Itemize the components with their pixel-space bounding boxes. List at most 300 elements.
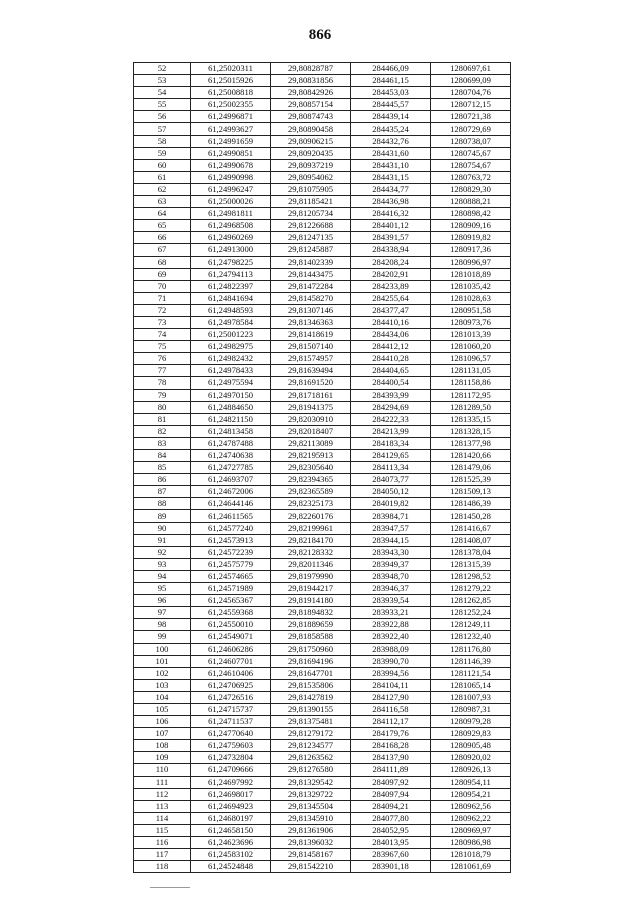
longitude-cell: 29,81396032 <box>271 837 351 849</box>
latitude-cell: 61,24960269 <box>191 232 271 244</box>
table-row <box>134 329 511 341</box>
point-number-cell: 103 <box>134 679 191 691</box>
longitude-cell: 29,81185421 <box>271 196 351 208</box>
latitude-cell: 61,24572239 <box>191 546 271 558</box>
x-coordinate-cell: 284400,54 <box>351 377 431 389</box>
longitude-cell: 29,81944217 <box>271 583 351 595</box>
point-number-cell: 72 <box>134 304 191 316</box>
latitude-cell: 61,24610406 <box>191 667 271 679</box>
point-number-cell: 54 <box>134 87 191 99</box>
x-coordinate-cell: 284077,80 <box>351 812 431 824</box>
longitude-cell: 29,81345910 <box>271 812 351 824</box>
y-coordinate-cell: 1280929,83 <box>431 728 511 740</box>
x-coordinate-cell: 284113,34 <box>351 462 431 474</box>
x-coordinate-cell: 284338,94 <box>351 244 431 256</box>
x-coordinate-cell: 283946,37 <box>351 583 431 595</box>
point-number-cell: 115 <box>134 824 191 836</box>
point-number-cell: 74 <box>134 329 191 341</box>
y-coordinate-cell: 1280697,61 <box>431 63 511 75</box>
x-coordinate-cell: 284213,99 <box>351 425 431 437</box>
y-coordinate-cell: 1280898,42 <box>431 208 511 220</box>
latitude-cell: 61,24759603 <box>191 740 271 752</box>
latitude-cell: 61,24726516 <box>191 691 271 703</box>
y-coordinate-cell: 1281335,15 <box>431 413 511 425</box>
y-coordinate-cell: 1281232,40 <box>431 631 511 643</box>
latitude-cell: 61,24732804 <box>191 752 271 764</box>
table-row <box>134 99 511 111</box>
y-coordinate-cell: 1281061,69 <box>431 861 511 873</box>
y-coordinate-cell: 1281525,39 <box>431 474 511 486</box>
x-coordinate-cell: 284401,12 <box>351 220 431 232</box>
latitude-cell: 61,24727785 <box>191 462 271 474</box>
y-coordinate-cell: 1281479,06 <box>431 462 511 474</box>
table-row <box>134 752 511 764</box>
y-coordinate-cell: 1280729,69 <box>431 123 511 135</box>
table-row <box>134 304 511 316</box>
longitude-cell: 29,81075905 <box>271 183 351 195</box>
longitude-cell: 29,81914180 <box>271 595 351 607</box>
x-coordinate-cell: 284453,03 <box>351 87 431 99</box>
x-coordinate-cell: 283949,37 <box>351 558 431 570</box>
point-number-cell: 97 <box>134 607 191 619</box>
latitude-cell: 61,24549071 <box>191 631 271 643</box>
table-row <box>134 643 511 655</box>
y-coordinate-cell: 1281450,28 <box>431 510 511 522</box>
y-coordinate-cell: 1280954,11 <box>431 776 511 788</box>
y-coordinate-cell: 1281013,39 <box>431 329 511 341</box>
longitude-cell: 29,82260176 <box>271 510 351 522</box>
y-coordinate-cell: 1280969,97 <box>431 824 511 836</box>
latitude-cell: 61,24698017 <box>191 788 271 800</box>
point-number-cell: 56 <box>134 111 191 123</box>
y-coordinate-cell: 1280987,31 <box>431 703 511 715</box>
x-coordinate-cell: 284431,60 <box>351 147 431 159</box>
y-coordinate-cell: 1281279,22 <box>431 583 511 595</box>
point-number-cell: 91 <box>134 534 191 546</box>
longitude-cell: 29,81458167 <box>271 849 351 861</box>
longitude-cell: 29,81402339 <box>271 256 351 268</box>
x-coordinate-cell: 284410,16 <box>351 316 431 328</box>
y-coordinate-cell: 1280888,21 <box>431 196 511 208</box>
longitude-cell: 29,80937219 <box>271 159 351 171</box>
longitude-cell: 29,81390155 <box>271 703 351 715</box>
point-number-cell: 90 <box>134 522 191 534</box>
table-row <box>134 462 511 474</box>
point-number-cell: 85 <box>134 462 191 474</box>
table-row <box>134 837 511 849</box>
table-row <box>134 510 511 522</box>
longitude-cell: 29,81647701 <box>271 667 351 679</box>
longitude-cell: 29,82325173 <box>271 498 351 510</box>
y-coordinate-cell: 1280954,21 <box>431 788 511 800</box>
y-coordinate-cell: 1281146,39 <box>431 655 511 667</box>
table-row <box>134 389 511 401</box>
y-coordinate-cell: 1281035,42 <box>431 280 511 292</box>
x-coordinate-cell: 284116,58 <box>351 703 431 715</box>
table-row <box>134 256 511 268</box>
longitude-cell: 29,81889659 <box>271 619 351 631</box>
table-row <box>134 716 511 728</box>
y-coordinate-cell: 1281289,50 <box>431 401 511 413</box>
latitude-cell: 61,24559368 <box>191 607 271 619</box>
longitude-cell: 29,80954062 <box>271 171 351 183</box>
point-number-cell: 71 <box>134 292 191 304</box>
x-coordinate-cell: 283944,15 <box>351 534 431 546</box>
point-number-cell: 70 <box>134 280 191 292</box>
latitude-cell: 61,24770640 <box>191 728 271 740</box>
y-coordinate-cell: 1280905,48 <box>431 740 511 752</box>
table-row <box>134 570 511 582</box>
table-row <box>134 824 511 836</box>
x-coordinate-cell: 284183,34 <box>351 437 431 449</box>
y-coordinate-cell: 1280829,30 <box>431 183 511 195</box>
longitude-cell: 29,81694196 <box>271 655 351 667</box>
longitude-cell: 29,81639494 <box>271 365 351 377</box>
y-coordinate-cell: 1280986,98 <box>431 837 511 849</box>
longitude-cell: 29,81574957 <box>271 353 351 365</box>
point-number-cell: 107 <box>134 728 191 740</box>
latitude-cell: 61,24794113 <box>191 268 271 280</box>
table-row <box>134 740 511 752</box>
x-coordinate-cell: 284073,77 <box>351 474 431 486</box>
point-number-cell: 77 <box>134 365 191 377</box>
latitude-cell: 61,24623696 <box>191 837 271 849</box>
longitude-cell: 29,82199961 <box>271 522 351 534</box>
latitude-cell: 61,24672006 <box>191 486 271 498</box>
x-coordinate-cell: 283947,57 <box>351 522 431 534</box>
table-row <box>134 87 511 99</box>
x-coordinate-cell: 284094,21 <box>351 800 431 812</box>
table-row <box>134 208 511 220</box>
longitude-cell: 29,82394365 <box>271 474 351 486</box>
y-coordinate-cell: 1280745,67 <box>431 147 511 159</box>
x-coordinate-cell: 283994,56 <box>351 667 431 679</box>
coordinates-table <box>133 62 511 873</box>
table-row <box>134 655 511 667</box>
x-coordinate-cell: 284222,33 <box>351 413 431 425</box>
y-coordinate-cell: 1280909,16 <box>431 220 511 232</box>
latitude-cell: 61,24697992 <box>191 776 271 788</box>
point-number-cell: 118 <box>134 861 191 873</box>
table-row <box>134 607 511 619</box>
footer-line <box>150 887 190 888</box>
table-row <box>134 147 511 159</box>
point-number-cell: 114 <box>134 812 191 824</box>
point-number-cell: 110 <box>134 764 191 776</box>
table-row <box>134 316 511 328</box>
longitude-cell: 29,81535806 <box>271 679 351 691</box>
y-coordinate-cell: 1281408,07 <box>431 534 511 546</box>
latitude-cell: 61,24982975 <box>191 341 271 353</box>
point-number-cell: 96 <box>134 595 191 607</box>
point-number-cell: 81 <box>134 413 191 425</box>
longitude-cell: 29,80828787 <box>271 63 351 75</box>
point-number-cell: 79 <box>134 389 191 401</box>
longitude-cell: 29,80890458 <box>271 123 351 135</box>
x-coordinate-cell: 284052,95 <box>351 824 431 836</box>
latitude-cell: 61,24606286 <box>191 643 271 655</box>
longitude-cell: 29,82195913 <box>271 450 351 462</box>
latitude-cell: 61,24550010 <box>191 619 271 631</box>
point-number-cell: 86 <box>134 474 191 486</box>
latitude-cell: 61,24607701 <box>191 655 271 667</box>
longitude-cell: 29,81750960 <box>271 643 351 655</box>
point-number-cell: 82 <box>134 425 191 437</box>
y-coordinate-cell: 1280962,22 <box>431 812 511 824</box>
x-coordinate-cell: 284436,98 <box>351 196 431 208</box>
table-row <box>134 861 511 873</box>
point-number-cell: 92 <box>134 546 191 558</box>
y-coordinate-cell: 1281486,39 <box>431 498 511 510</box>
latitude-cell: 61,24680197 <box>191 812 271 824</box>
y-coordinate-cell: 1280699,09 <box>431 75 511 87</box>
point-number-cell: 95 <box>134 583 191 595</box>
longitude-cell: 29,81329542 <box>271 776 351 788</box>
y-coordinate-cell: 1280721,38 <box>431 111 511 123</box>
y-coordinate-cell: 1281378,04 <box>431 546 511 558</box>
x-coordinate-cell: 284111,89 <box>351 764 431 776</box>
latitude-cell: 61,24694923 <box>191 800 271 812</box>
longitude-cell: 29,81979990 <box>271 570 351 582</box>
x-coordinate-cell: 284129,65 <box>351 450 431 462</box>
latitude-cell: 61,24996247 <box>191 183 271 195</box>
y-coordinate-cell: 1280973,76 <box>431 316 511 328</box>
table-row <box>134 800 511 812</box>
table-row <box>134 196 511 208</box>
table-row <box>134 220 511 232</box>
y-coordinate-cell: 1281262,85 <box>431 595 511 607</box>
latitude-cell: 61,24740638 <box>191 450 271 462</box>
x-coordinate-cell: 284466,09 <box>351 63 431 75</box>
x-coordinate-cell: 283990,70 <box>351 655 431 667</box>
point-number-cell: 65 <box>134 220 191 232</box>
longitude-cell: 29,81507140 <box>271 341 351 353</box>
y-coordinate-cell: 1281096,57 <box>431 353 511 365</box>
longitude-cell: 29,81263562 <box>271 752 351 764</box>
table-row <box>134 183 511 195</box>
longitude-cell: 29,81894832 <box>271 607 351 619</box>
latitude-cell: 61,24658150 <box>191 824 271 836</box>
point-number-cell: 67 <box>134 244 191 256</box>
point-number-cell: 64 <box>134 208 191 220</box>
latitude-cell: 61,24706925 <box>191 679 271 691</box>
point-number-cell: 73 <box>134 316 191 328</box>
point-number-cell: 105 <box>134 703 191 715</box>
point-number-cell: 89 <box>134 510 191 522</box>
longitude-cell: 29,82184170 <box>271 534 351 546</box>
point-number-cell: 66 <box>134 232 191 244</box>
table-row <box>134 691 511 703</box>
table-row <box>134 764 511 776</box>
latitude-cell: 61,24913000 <box>191 244 271 256</box>
latitude-cell: 61,24715737 <box>191 703 271 715</box>
longitude-cell: 29,81542210 <box>271 861 351 873</box>
table-row <box>134 425 511 437</box>
x-coordinate-cell: 284434,06 <box>351 329 431 341</box>
latitude-cell: 61,24787488 <box>191 437 271 449</box>
latitude-cell: 61,24565367 <box>191 595 271 607</box>
y-coordinate-cell: 1281131,05 <box>431 365 511 377</box>
latitude-cell: 61,24822397 <box>191 280 271 292</box>
y-coordinate-cell: 1280763,72 <box>431 171 511 183</box>
table-row <box>134 728 511 740</box>
table-row <box>134 63 511 75</box>
longitude-cell: 29,81345504 <box>271 800 351 812</box>
latitude-cell: 61,24711537 <box>191 716 271 728</box>
point-number-cell: 69 <box>134 268 191 280</box>
table-row <box>134 377 511 389</box>
y-coordinate-cell: 1280704,76 <box>431 87 511 99</box>
y-coordinate-cell: 1280951,58 <box>431 304 511 316</box>
table-row <box>134 365 511 377</box>
longitude-cell: 29,81418619 <box>271 329 351 341</box>
table-row <box>134 401 511 413</box>
longitude-cell: 29,81276580 <box>271 764 351 776</box>
longitude-cell: 29,82018407 <box>271 425 351 437</box>
point-number-cell: 113 <box>134 800 191 812</box>
table-row <box>134 159 511 171</box>
x-coordinate-cell: 283901,18 <box>351 861 431 873</box>
latitude-cell: 61,24573913 <box>191 534 271 546</box>
longitude-cell: 29,81718161 <box>271 389 351 401</box>
table-row <box>134 474 511 486</box>
y-coordinate-cell: 1281416,67 <box>431 522 511 534</box>
latitude-cell: 61,24524848 <box>191 861 271 873</box>
table-row <box>134 244 511 256</box>
table-row <box>134 450 511 462</box>
x-coordinate-cell: 283922,88 <box>351 619 431 631</box>
point-number-cell: 108 <box>134 740 191 752</box>
longitude-cell: 29,80906215 <box>271 135 351 147</box>
point-number-cell: 83 <box>134 437 191 449</box>
table-row <box>134 849 511 861</box>
table-row <box>134 619 511 631</box>
point-number-cell: 111 <box>134 776 191 788</box>
y-coordinate-cell: 1281176,80 <box>431 643 511 655</box>
point-number-cell: 68 <box>134 256 191 268</box>
point-number-cell: 106 <box>134 716 191 728</box>
latitude-cell: 61,24978584 <box>191 316 271 328</box>
y-coordinate-cell: 1281060,20 <box>431 341 511 353</box>
x-coordinate-cell: 283939,54 <box>351 595 431 607</box>
x-coordinate-cell: 284404,65 <box>351 365 431 377</box>
point-number-cell: 102 <box>134 667 191 679</box>
y-coordinate-cell: 1281018,89 <box>431 268 511 280</box>
table-row <box>134 232 511 244</box>
point-number-cell: 60 <box>134 159 191 171</box>
longitude-cell: 29,81279172 <box>271 728 351 740</box>
y-coordinate-cell: 1280919,82 <box>431 232 511 244</box>
latitude-cell: 61,24991659 <box>191 135 271 147</box>
x-coordinate-cell: 284439,14 <box>351 111 431 123</box>
latitude-cell: 61,24644146 <box>191 498 271 510</box>
point-number-cell: 80 <box>134 401 191 413</box>
longitude-cell: 29,82365589 <box>271 486 351 498</box>
y-coordinate-cell: 1280996,97 <box>431 256 511 268</box>
y-coordinate-cell: 1281065,14 <box>431 679 511 691</box>
y-coordinate-cell: 1281249,11 <box>431 619 511 631</box>
table-row <box>134 498 511 510</box>
table-row <box>134 558 511 570</box>
x-coordinate-cell: 284434,77 <box>351 183 431 195</box>
latitude-cell: 61,24841694 <box>191 292 271 304</box>
longitude-cell: 29,80842926 <box>271 87 351 99</box>
latitude-cell: 61,24813458 <box>191 425 271 437</box>
point-number-cell: 116 <box>134 837 191 849</box>
point-number-cell: 88 <box>134 498 191 510</box>
longitude-cell: 29,81245887 <box>271 244 351 256</box>
y-coordinate-cell: 1281328,15 <box>431 425 511 437</box>
table-row <box>134 111 511 123</box>
table-row <box>134 135 511 147</box>
y-coordinate-cell: 1281509,13 <box>431 486 511 498</box>
y-coordinate-cell: 1280920,02 <box>431 752 511 764</box>
table-row <box>134 292 511 304</box>
x-coordinate-cell: 283922,40 <box>351 631 431 643</box>
coordinates-table-body <box>134 63 511 873</box>
longitude-cell: 29,81941375 <box>271 401 351 413</box>
y-coordinate-cell: 1280738,07 <box>431 135 511 147</box>
x-coordinate-cell: 283984,71 <box>351 510 431 522</box>
latitude-cell: 61,24884650 <box>191 401 271 413</box>
latitude-cell: 61,25020311 <box>191 63 271 75</box>
x-coordinate-cell: 284137,90 <box>351 752 431 764</box>
y-coordinate-cell: 1281298,52 <box>431 570 511 582</box>
longitude-cell: 29,81858588 <box>271 631 351 643</box>
longitude-cell: 29,81226688 <box>271 220 351 232</box>
point-number-cell: 76 <box>134 353 191 365</box>
latitude-cell: 61,24996871 <box>191 111 271 123</box>
y-coordinate-cell: 1281007,93 <box>431 691 511 703</box>
point-number-cell: 98 <box>134 619 191 631</box>
table-row <box>134 123 511 135</box>
x-coordinate-cell: 284127,90 <box>351 691 431 703</box>
latitude-cell: 61,25000026 <box>191 196 271 208</box>
longitude-cell: 29,81443475 <box>271 268 351 280</box>
table-row <box>134 75 511 87</box>
y-coordinate-cell: 1280979,28 <box>431 716 511 728</box>
point-number-cell: 100 <box>134 643 191 655</box>
latitude-cell: 61,24993627 <box>191 123 271 135</box>
latitude-cell: 61,24574665 <box>191 570 271 582</box>
y-coordinate-cell: 1280926,13 <box>431 764 511 776</box>
longitude-cell: 29,81472284 <box>271 280 351 292</box>
x-coordinate-cell: 283933,21 <box>351 607 431 619</box>
point-number-cell: 84 <box>134 450 191 462</box>
longitude-cell: 29,81361906 <box>271 824 351 836</box>
latitude-cell: 61,25001223 <box>191 329 271 341</box>
latitude-cell: 61,24709666 <box>191 764 271 776</box>
y-coordinate-cell: 1281121,54 <box>431 667 511 679</box>
x-coordinate-cell: 284097,92 <box>351 776 431 788</box>
longitude-cell: 29,82011346 <box>271 558 351 570</box>
table-row <box>134 679 511 691</box>
latitude-cell: 61,24577240 <box>191 522 271 534</box>
y-coordinate-cell: 1281377,98 <box>431 437 511 449</box>
y-coordinate-cell: 1281252,24 <box>431 607 511 619</box>
table-row <box>134 631 511 643</box>
point-number-cell: 58 <box>134 135 191 147</box>
x-coordinate-cell: 284435,24 <box>351 123 431 135</box>
x-coordinate-cell: 284461,15 <box>351 75 431 87</box>
x-coordinate-cell: 284179,76 <box>351 728 431 740</box>
point-number-cell: 94 <box>134 570 191 582</box>
longitude-cell: 29,81307146 <box>271 304 351 316</box>
table-row <box>134 788 511 800</box>
table-row <box>134 280 511 292</box>
latitude-cell: 61,24970150 <box>191 389 271 401</box>
x-coordinate-cell: 284431,15 <box>351 171 431 183</box>
